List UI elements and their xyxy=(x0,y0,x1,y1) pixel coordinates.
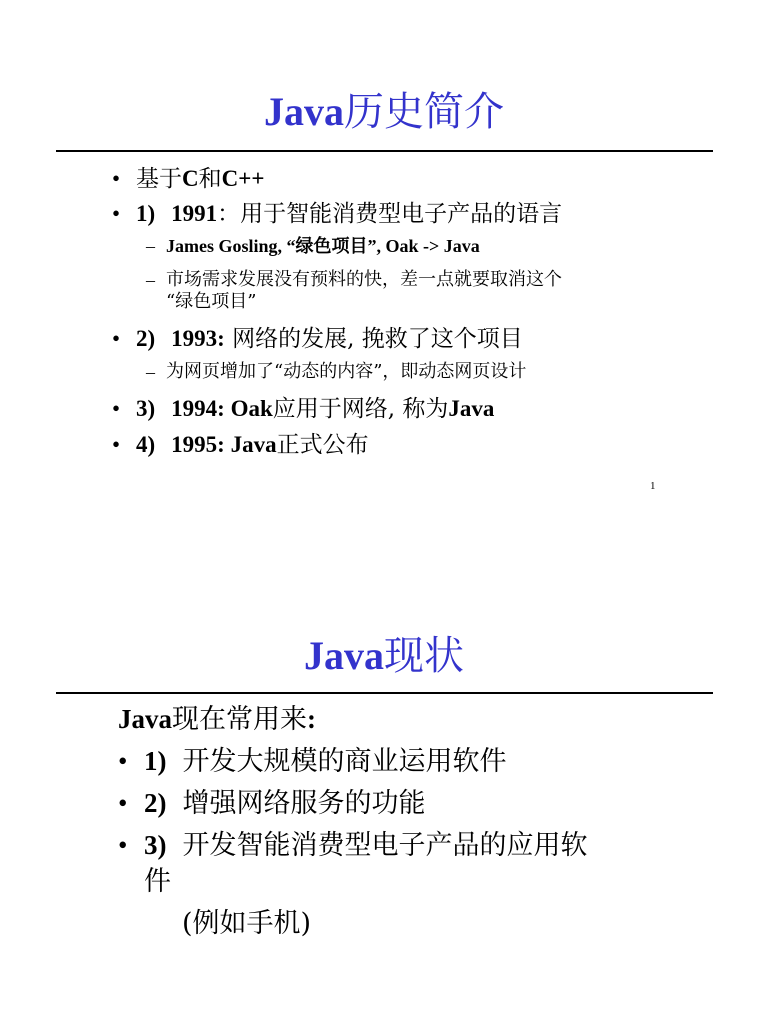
slide-2-title xyxy=(0,632,768,680)
intro-text xyxy=(118,704,316,735)
dash-icon: – xyxy=(146,362,155,382)
item-text: ：用于智能消费型电子产品的语言 xyxy=(217,201,563,227)
item-year: 1991 xyxy=(171,201,218,226)
dash-icon: – xyxy=(146,270,155,290)
intro-colon: : xyxy=(307,704,316,734)
title-cjk: 现状 xyxy=(384,633,464,679)
title-latin: Java xyxy=(264,89,344,134)
bullet-icon: • xyxy=(118,788,128,818)
title-divider xyxy=(56,692,713,694)
item-number: 2) xyxy=(144,788,167,818)
item-number: 1) xyxy=(144,746,167,776)
item-text: 开发智能消费型电子产品的应用软 xyxy=(182,830,588,861)
slide-2 xyxy=(0,512,768,1024)
item-text: 增强网络服务的功能 xyxy=(182,788,426,819)
bullet-icon: • xyxy=(112,432,121,457)
title-cjk: 历史简介 xyxy=(344,89,504,135)
title-divider xyxy=(56,150,713,152)
sub-item: James Gosling, “绿色项目”, Oak -> Java xyxy=(166,236,480,256)
title-latin: Java xyxy=(304,633,384,678)
item-year: 1994: Oak xyxy=(171,396,273,421)
list-item xyxy=(136,396,494,422)
list-item xyxy=(136,326,523,352)
slide-1-title xyxy=(0,88,768,136)
item-text: 称为 xyxy=(402,396,449,422)
item-text: Java xyxy=(448,396,495,421)
list-item xyxy=(136,166,264,192)
intro-latin: Java xyxy=(118,704,172,734)
item-text: 正式公布 xyxy=(276,432,369,458)
bullet-icon: • xyxy=(118,746,128,776)
item-text: 应用于网络, xyxy=(272,396,396,422)
sub-item: 为网页增加了“动态的内容”，即动态网页设计 xyxy=(166,361,527,382)
list-item-continued: 件 xyxy=(144,866,171,897)
page-number: 1 xyxy=(650,480,656,492)
item-text: C++ xyxy=(221,166,265,191)
item-text: 开发大规模的商业运用软件 xyxy=(182,746,507,777)
item-year: 1995: Java xyxy=(171,432,277,457)
example-note: (例如手机) xyxy=(182,908,312,939)
dash-icon: – xyxy=(146,236,155,256)
bullet-icon: • xyxy=(112,201,121,226)
bullet-icon: • xyxy=(118,830,128,860)
list-item xyxy=(136,432,369,458)
item-number: 4) xyxy=(136,432,156,457)
bullet-icon: • xyxy=(112,326,121,351)
item-year: 1993: xyxy=(171,326,225,351)
item-text: 和 xyxy=(198,166,222,192)
sub-item: 市场需求发展没有预料的快，差一点就要取消这个 xyxy=(166,269,562,290)
item-number: 3) xyxy=(136,396,156,421)
list-item xyxy=(144,746,507,777)
item-text: 基于 xyxy=(136,166,182,192)
sub-item-continued: “绿色项目” xyxy=(166,291,257,312)
intro-cjk: 现在常用来 xyxy=(172,704,307,735)
item-text: C xyxy=(182,166,199,191)
item-number: 3) xyxy=(144,830,167,860)
item-text: 网络的发展, xyxy=(232,326,355,352)
bullet-icon: • xyxy=(112,396,121,421)
item-text: 挽救了这个项目 xyxy=(361,326,523,352)
bullet-icon: • xyxy=(112,166,121,191)
list-item xyxy=(144,830,588,861)
list-item xyxy=(144,788,426,819)
item-number: 1) xyxy=(136,201,156,226)
item-number: 2) xyxy=(136,326,156,351)
list-item xyxy=(136,201,562,227)
